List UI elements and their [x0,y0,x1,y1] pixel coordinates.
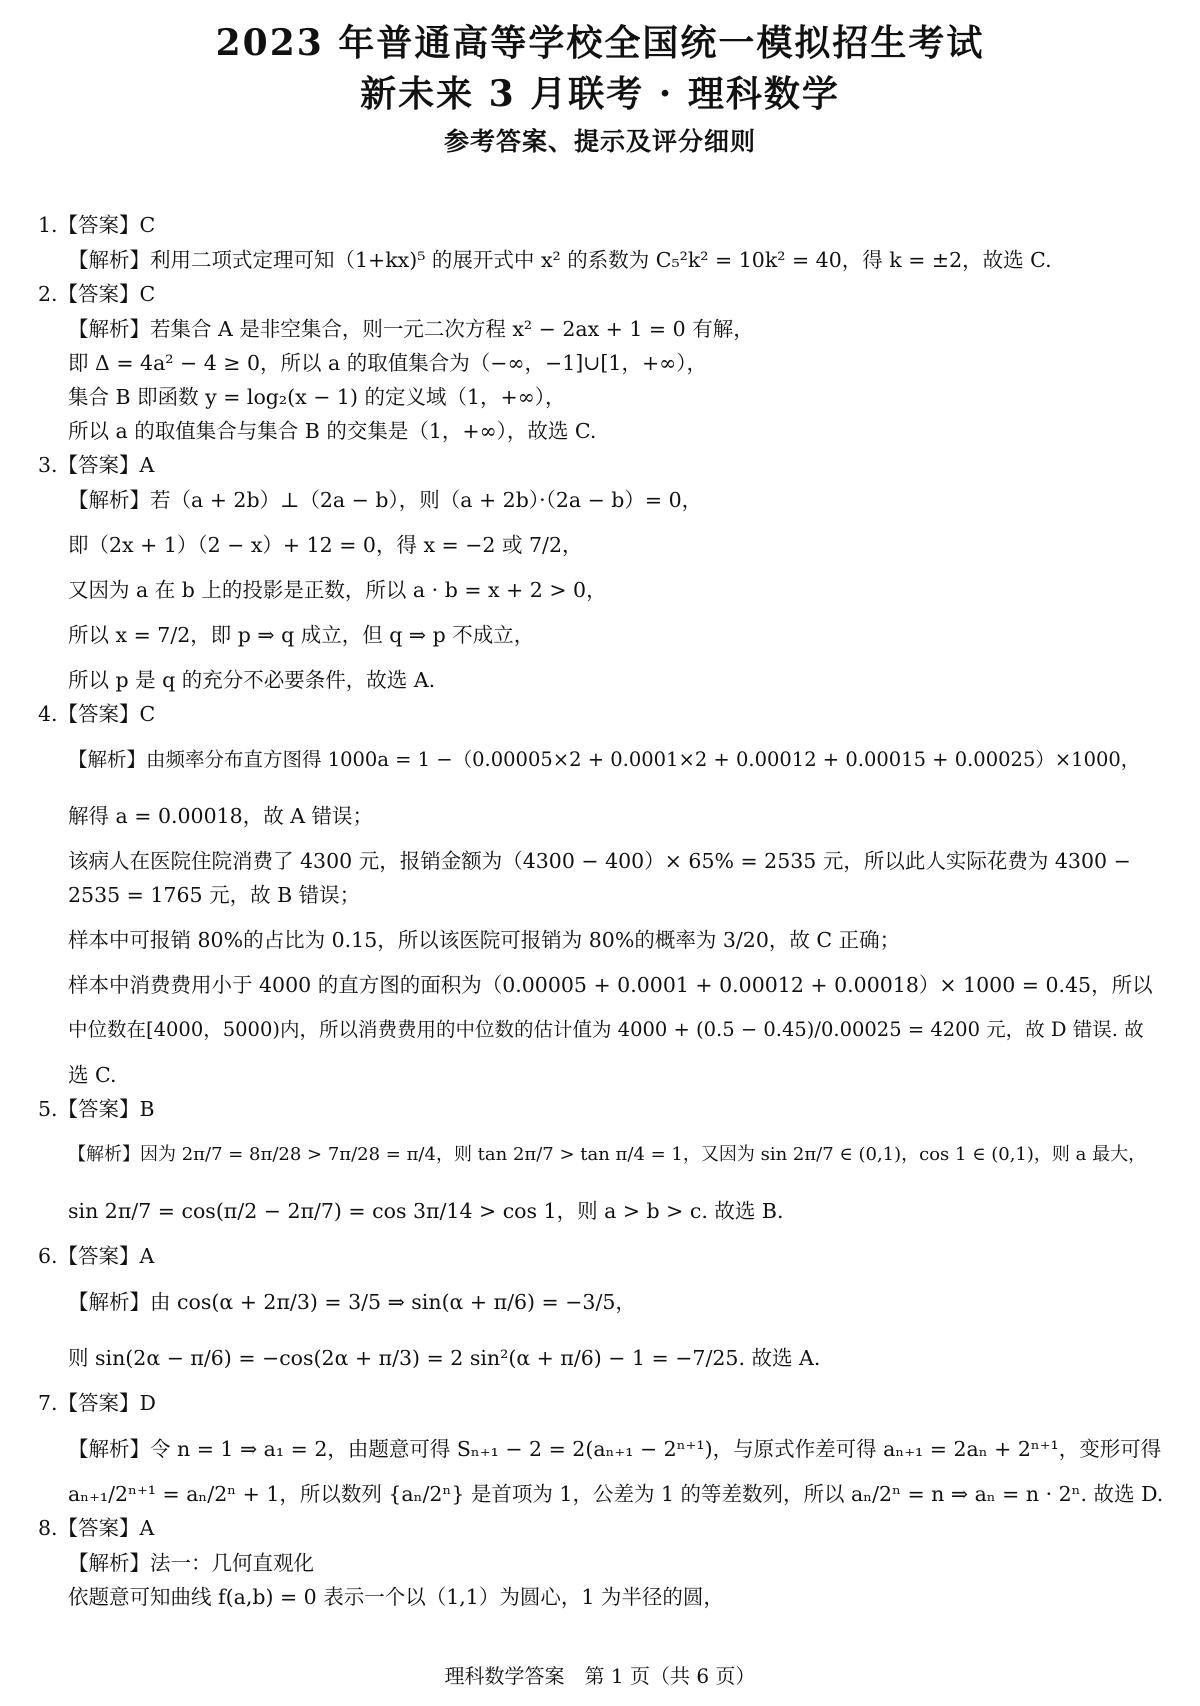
question-block [38,1239,1164,1386]
answer-key-title: 参考答案、提示及评分细则 [443,127,756,156]
analysis-line: 【解析】因为 2π/7 = 8π/28 > 7π/28 = π/4，则 tan 2π/7 > tan π/4 = 1，又因为 sin 2π/7 ∈ (0,1)，cos 1 ∈ (0,1)，则 a 最大， [68,1144,1147,1165]
answer-list [38,208,1164,1614]
answer-label: 8.【答案】A [38,1516,155,1540]
analysis-continuation: 又因为 a 在 b 上的投影是正数，所以 a · b = x + 2 > 0， [68,578,607,602]
question-block [38,277,1164,448]
analysis-continuation: 选 C. [68,1063,117,1087]
analysis-line: 【解析】法一：几何直观化 [68,1551,314,1575]
analysis-continuation: 所以 x = 7/2，即 p ⇒ q 成立，但 q ⇒ p 不成立， [68,623,535,647]
exam-subtitle: 新未来 3 月联考 · 理科数学 [360,73,840,115]
answer-label: 7.【答案】D [38,1391,156,1415]
answer-label: 4.【答案】C [38,702,156,726]
analysis-line: 【解析】由 cos(α + 2π/3) = 3/5 ⇒ sin(α + π/6) = −3/5， [68,1290,636,1314]
question-block [38,208,1164,277]
analysis-continuation: 样本中消费费用小于 4000 的直方图的面积为（0.00005 + 0.0001 + 0.00012 + 0.00018）× 1000 = 0.45，所以 [68,973,1153,997]
analysis-continuation: aₙ₊₁/2ⁿ⁺¹ = aₙ/2ⁿ + 1，所以数列 {aₙ/2ⁿ} 是首项为 1，公差为 1 的等差数列，所以 aₙ/2ⁿ = n ⇒ aₙ = n · 2ⁿ. 故选 D. [68,1482,1164,1506]
exam-title: 2023 年普通高等学校全国统一模拟招生考试 [215,22,985,64]
answer-label: 3.【答案】A [38,453,155,477]
answer-label: 1.【答案】C [38,213,156,237]
analysis-continuation: 所以 p 是 q 的充分不必要条件，故选 A. [68,668,436,692]
question-block [38,1386,1164,1511]
question-block [38,1511,1164,1614]
analysis-continuation: 即（2x + 1）（2 − x）+ 12 = 0，得 x = −2 或 7/2， [68,533,583,557]
analysis-line: 【解析】由频率分布直方图得 1000a = 1 −（0.00005×2 + 0.0001×2 + 0.00012 + 0.00015 + 0.00025）×1000， [68,748,1141,771]
analysis-continuation: 2535 = 1765 元，故 B 错误； [68,883,361,907]
analysis-continuation: 样本中可报销 80%的占比为 0.15，所以该医院可报销为 80%的概率为 3/20，故 C 正确； [68,928,901,952]
analysis-continuation: sin 2π/7 = cos(π/2 − 2π/7) = cos 3π/14 > cos 1，则 a > b > c. 故选 B. [68,1199,784,1223]
page-header [0,0,1200,164]
analysis-continuation: 集合 B 即函数 y = log₂(x − 1) 的定义域（1，+∞）， [68,385,566,409]
analysis-continuation: 则 sin(2α − π/6) = −cos(2α + π/3) = 2 sin²(α + π/6) − 1 = −7/25. 故选 A. [68,1346,821,1370]
analysis-line: 【解析】若（a + 2b）⊥（2a − b），则（a + 2b）·（2a − b）= 0， [68,488,703,512]
analysis-continuation: 即 Δ = 4a² − 4 ≥ 0，所以 a 的取值集合为（−∞，−1]∪[1，+∞）， [68,351,707,375]
answer-label: 6.【答案】A [38,1244,155,1268]
question-block [38,1092,1164,1239]
analysis-line: 【解析】令 n = 1 ⇒ a₁ = 2，由题意可得 Sₙ₊₁ − 2 = 2(aₙ₊₁ − 2ⁿ⁺¹)，与原式作差可得 aₙ₊₁ = 2aₙ + 2ⁿ⁺¹，变形可得 [68,1437,1162,1461]
analysis-line: 【解析】若集合 A 是非空集合，则一元二次方程 x² − 2ax + 1 = 0 有解， [68,317,754,341]
analysis-continuation: 依题意可知曲线 f(a,b) = 0 表示一个以（1,1）为圆心，1 为半径的圆， [68,1585,724,1609]
analysis-continuation: 解得 a = 0.00018，故 A 错误； [68,804,374,828]
answer-label: 5.【答案】B [38,1097,155,1121]
page-footer: 理科数学答案 第 1 页（共 6 页） [444,1664,756,1688]
question-block [38,448,1164,697]
analysis-line: 【解析】利用二项式定理可知（1+kx)⁵ 的展开式中 x² 的系数为 C₅²k² = 10k² = 40，得 k = ±2，故选 C. [68,248,1052,272]
answer-label: 2.【答案】C [38,282,156,306]
analysis-continuation: 该病人在医院住院消费了 4300 元，报销金额为（4300 − 400）× 65% = 2535 元，所以此人实际花费为 4300 − [68,849,1131,873]
analysis-continuation: 所以 a 的取值集合与集合 B 的交集是（1，+∞），故选 C. [68,419,597,443]
question-block [38,697,1164,1092]
analysis-continuation: 中位数在[4000，5000)内，所以消费费用的中位数的估计值为 4000 + (0.5 − 0.45)/0.00025 = 4200 元，故 D 错误. 故 [68,1018,1144,1041]
